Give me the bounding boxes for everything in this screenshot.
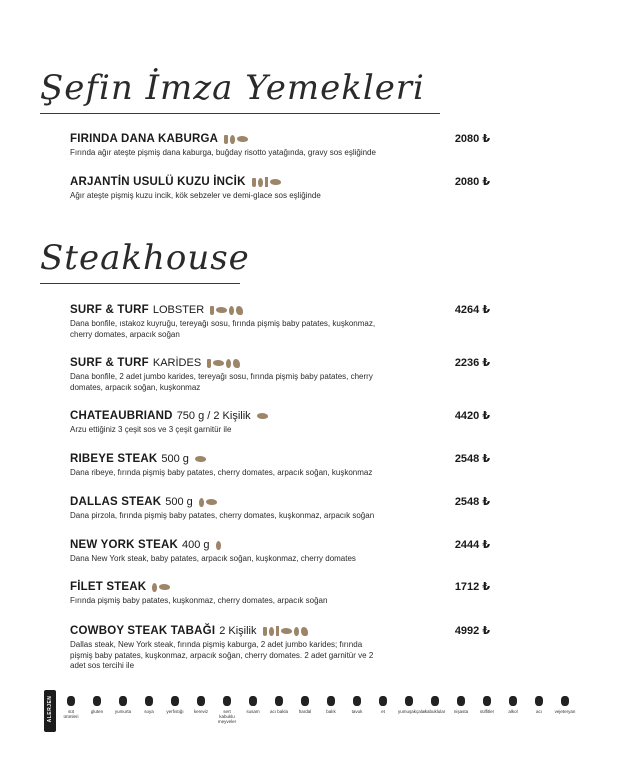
mustard-icon bbox=[294, 627, 299, 636]
allergen-celery: kereviz bbox=[190, 696, 212, 714]
item-description: Dana bonfile, 2 adet jumbo karides, tereyağı sosu, fırında pişmiş baby patates, cherry domates, arpacık soğan, kuşkonmaz bbox=[70, 372, 373, 392]
allergen-tab-label: ALERJEN bbox=[47, 695, 53, 723]
milk-icon bbox=[67, 696, 75, 706]
menu-item bbox=[70, 452, 490, 479]
item-price: 2444 ₺ bbox=[454, 539, 490, 551]
allergen-icons bbox=[257, 413, 268, 419]
item-name: SURF & TURF bbox=[70, 304, 149, 316]
egg-icon bbox=[119, 696, 127, 706]
peanut-icon bbox=[171, 696, 179, 706]
section-underline bbox=[40, 113, 440, 114]
meat-icon bbox=[213, 360, 224, 366]
starch-icon bbox=[457, 696, 465, 706]
gluten-icon bbox=[93, 696, 101, 706]
milk-icon bbox=[252, 178, 256, 187]
allergen-meat: et bbox=[372, 696, 394, 714]
mustard-icon bbox=[301, 696, 309, 706]
celery-icon bbox=[276, 626, 279, 636]
allergen-mustard: hardal bbox=[294, 696, 316, 714]
shellfish-icon bbox=[431, 696, 439, 706]
meat-icon bbox=[270, 179, 281, 185]
item-description: Dana pirzola, fırında pişmiş baby patates, cherry domates, kuşkonmaz, arpacık soğan bbox=[70, 511, 375, 520]
item-name: NEW YORK STEAK bbox=[70, 539, 179, 551]
allergen-spicy: acı bbox=[528, 696, 550, 714]
allergen-vegetarian: vejeteryan bbox=[554, 696, 576, 714]
menu-item bbox=[70, 356, 490, 393]
allergen-molluscs: yumuşakçalar bbox=[398, 696, 420, 714]
allergen-alcohol: alkol bbox=[502, 696, 524, 714]
meat-icon bbox=[206, 499, 217, 505]
milk-icon bbox=[210, 306, 214, 315]
milk-icon bbox=[224, 135, 228, 144]
item-variant: 750 g / 2 Kişilik bbox=[176, 410, 251, 422]
item-variant: KARİDES bbox=[152, 357, 202, 369]
mustard-icon bbox=[216, 541, 221, 550]
item-variant: LOBSTER bbox=[152, 304, 205, 316]
menu-item bbox=[70, 624, 490, 672]
allergen-fish: balık bbox=[320, 696, 342, 714]
item-description: Fırında pişmiş baby patates, kuşkonmaz, cherry domates, arpacık soğan bbox=[70, 596, 328, 605]
celery-icon bbox=[197, 696, 205, 706]
item-variant: 500 g bbox=[165, 496, 193, 508]
allergen-icons bbox=[210, 306, 243, 315]
item-description: Dana ribeye, fırında pişmiş baby patates, cherry domates, arpacık soğan, kuşkonmaz bbox=[70, 468, 373, 477]
fish-icon bbox=[327, 696, 335, 706]
shellfish-icon bbox=[236, 306, 243, 315]
allergen-icons bbox=[216, 541, 221, 550]
item-price: 1712 ₺ bbox=[454, 581, 490, 593]
allergen-nuts: sert kabuklu meyveler bbox=[216, 696, 238, 724]
allergen-chicken: tavuk bbox=[346, 696, 368, 714]
item-variant: 2 Kişilik bbox=[219, 625, 257, 637]
chicken-icon bbox=[353, 696, 361, 706]
gluten-icon bbox=[269, 627, 274, 636]
menu-item bbox=[70, 409, 490, 436]
celery-icon bbox=[265, 177, 268, 187]
allergen-icons bbox=[152, 583, 170, 592]
allergen-legend bbox=[44, 690, 604, 735]
menu-item bbox=[70, 495, 490, 522]
meat-icon bbox=[216, 307, 227, 313]
item-name: FİLET STEAK bbox=[70, 581, 147, 593]
milk-icon bbox=[207, 359, 211, 368]
allergen-soy: soya bbox=[138, 696, 160, 714]
gluten-icon bbox=[230, 135, 235, 144]
sulfites-icon bbox=[483, 696, 491, 706]
item-price: 2548 ₺ bbox=[454, 453, 490, 465]
item-description: Dana bonfile, ıstakoz kuyruğu, tereyağı sosu, fırında pişmiş baby patates, kuşkonmaz, cherry domates, arpacık soğan bbox=[70, 319, 376, 339]
molluscs-icon bbox=[405, 696, 413, 706]
allergen-lupin: acı bakla bbox=[268, 696, 290, 714]
item-name: CHATEAUBRIAND bbox=[70, 410, 173, 422]
item-name: DALLAS STEAK bbox=[70, 496, 162, 508]
menu-item bbox=[70, 580, 490, 607]
meat-icon bbox=[379, 696, 387, 706]
shellfish-icon bbox=[233, 359, 240, 368]
menu-item bbox=[70, 538, 490, 565]
leaf-icon bbox=[561, 696, 569, 706]
lupin-icon bbox=[275, 696, 283, 706]
allergen-sesame: susam bbox=[242, 696, 264, 714]
meat-icon bbox=[281, 628, 292, 634]
allergen-sulfites: sülfitler bbox=[476, 696, 498, 714]
soy-icon bbox=[145, 696, 153, 706]
item-price: 2236 ₺ bbox=[454, 357, 490, 369]
item-price: 4420 ₺ bbox=[454, 410, 490, 422]
item-variant: 400 g bbox=[182, 539, 210, 551]
item-name: FIRINDA DANA KABURGA bbox=[70, 133, 219, 145]
item-price: 4992 ₺ bbox=[454, 625, 490, 637]
menu-item bbox=[70, 132, 490, 159]
item-description: Dallas steak, New York steak, fırında pişmiş kaburga, 2 adet jumbo karides; fırında pişmiş baby patates, kuşkonmaz, arpacık soğan, cherry domates. 2 adet garnitür ve 2 adet sos tercihi ile bbox=[70, 640, 374, 670]
meat-icon bbox=[159, 584, 170, 590]
item-price: 4264 ₺ bbox=[454, 304, 490, 316]
mustard-icon bbox=[199, 498, 204, 507]
section-title-steakhouse: Steakhouse bbox=[40, 238, 250, 278]
shellfish-icon bbox=[301, 627, 308, 636]
section-underline bbox=[40, 283, 240, 284]
item-variant: 500 g bbox=[161, 453, 189, 465]
item-name: RIBEYE STEAK bbox=[70, 453, 158, 465]
allergen-starch: nişasta bbox=[450, 696, 472, 714]
allergen-peanut: yerfıstığı bbox=[164, 696, 186, 714]
allergen-icons bbox=[199, 498, 217, 507]
allergen-icons bbox=[252, 177, 281, 187]
allergen-milk: süt ürünleri bbox=[60, 696, 82, 719]
item-price: 2080 ₺ bbox=[454, 176, 490, 188]
gluten-icon bbox=[258, 178, 263, 187]
sesame-icon bbox=[249, 696, 257, 706]
milk-icon bbox=[263, 627, 267, 636]
allergen-egg: yumurta bbox=[112, 696, 134, 714]
allergen-crustaceans: kabuklular bbox=[424, 696, 446, 714]
chili-icon bbox=[535, 696, 543, 706]
item-name: ARJANTİN USULÜ KUZU İNCİK bbox=[70, 176, 246, 188]
item-description: Arzu ettiğiniz 3 çeşit sos ve 3 çeşit garnitür ile bbox=[70, 425, 232, 434]
mustard-icon bbox=[152, 583, 157, 592]
allergen-gluten: gluten bbox=[86, 696, 108, 714]
mustard-icon bbox=[229, 306, 234, 315]
meat-icon bbox=[237, 136, 248, 142]
item-description: Ağır ateşte pişmiş kuzu incik, kök sebzeler ve demi-glace sos eşliğinde bbox=[70, 191, 321, 200]
item-price: 2548 ₺ bbox=[454, 496, 490, 508]
menu-item bbox=[70, 175, 490, 202]
item-name: SURF & TURF bbox=[70, 357, 149, 369]
allergen-tab bbox=[44, 690, 56, 732]
item-description: Dana New York steak, baby patates, arpacık soğan, kuşkonmaz, cherry domates bbox=[70, 554, 356, 563]
mustard-icon bbox=[226, 359, 231, 368]
meat-icon bbox=[257, 413, 268, 419]
section-title-signature: Şefin İmza Yemekleri bbox=[40, 68, 425, 108]
item-name: COWBOY STEAK TABAĞI bbox=[70, 625, 216, 637]
menu-item bbox=[70, 303, 490, 340]
allergen-icons bbox=[263, 626, 308, 636]
item-description: Fırında ağır ateşte pişmiş dana kaburga, buğday risotto yatağında, gravy sos eşliğinde bbox=[70, 148, 376, 157]
meat-icon bbox=[195, 456, 206, 462]
item-price: 2080 ₺ bbox=[454, 133, 490, 145]
alcohol-icon bbox=[509, 696, 517, 706]
allergen-icons bbox=[207, 359, 240, 368]
allergen-icons bbox=[224, 135, 248, 144]
allergen-icons bbox=[195, 456, 206, 462]
nuts-icon bbox=[223, 696, 231, 706]
